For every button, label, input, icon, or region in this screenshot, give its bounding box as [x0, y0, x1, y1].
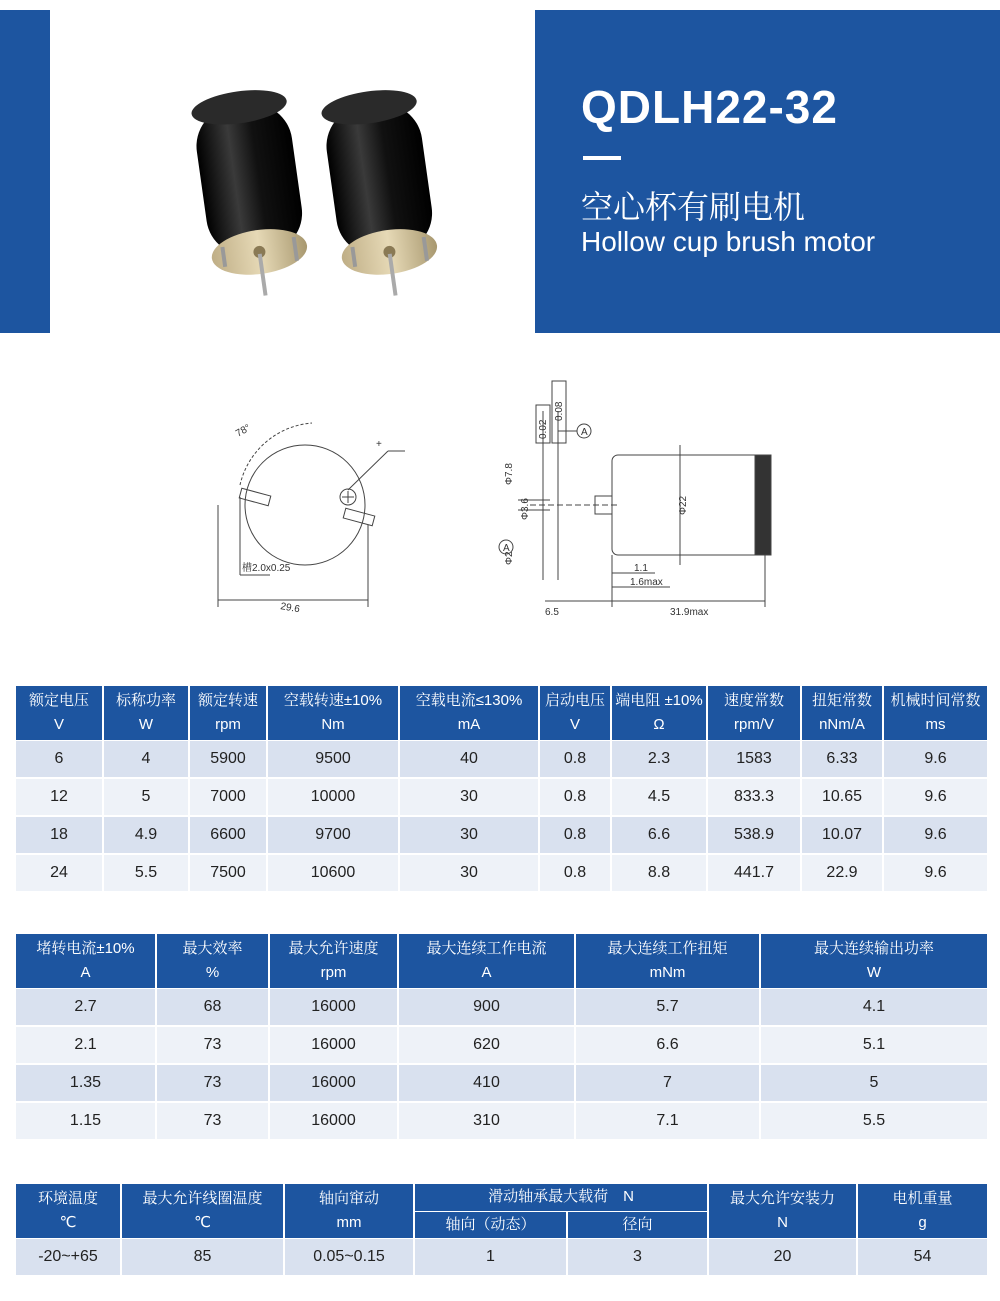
electrical-spec-table: [14, 685, 989, 893]
cell: 7000: [189, 778, 267, 816]
side-view: [499, 381, 771, 618]
cell: 0.8: [539, 816, 611, 854]
cell: 9.6: [883, 778, 988, 816]
table-row: [15, 989, 988, 1027]
cell: 10000: [267, 778, 399, 816]
cell: 16000: [269, 1064, 398, 1102]
side-tol1: 0.02: [538, 419, 549, 439]
cell: 5900: [189, 741, 267, 779]
side-boss-dia: Φ2: [504, 551, 515, 565]
cell: 16000: [269, 989, 398, 1027]
cell: 5.7: [575, 989, 760, 1027]
side-hub-dia: Φ7.8: [504, 463, 515, 485]
title-english: Hollow cup brush motor: [581, 226, 876, 257]
cell: 1: [414, 1239, 567, 1277]
cell: 4.9: [103, 816, 189, 854]
cell: 10600: [267, 854, 399, 892]
cell: 85: [121, 1239, 284, 1277]
motor-photo: [150, 60, 480, 300]
h-ambient-temp: 环境温度 ℃: [15, 1184, 121, 1239]
cell: 6.6: [611, 816, 707, 854]
cell: 73: [156, 1026, 269, 1064]
table-row: [15, 1026, 988, 1064]
h-motor-weight: 电机重量 g: [857, 1184, 988, 1239]
cell: 6: [15, 741, 103, 779]
cell: 73: [156, 1064, 269, 1102]
cell: 4: [103, 741, 189, 779]
side-tol2: 0.08: [554, 401, 565, 421]
cell: 16000: [269, 1026, 398, 1064]
cell: 22.9: [801, 854, 883, 892]
title-chinese: 空心杯有刷电机: [581, 188, 806, 226]
cell: 16000: [269, 1102, 398, 1140]
side-datum-2: A: [503, 543, 510, 554]
cell: 9700: [267, 816, 399, 854]
h-bearing-max-load: 滑动轴承最大载荷 N: [414, 1184, 708, 1212]
cell: -20~+65: [15, 1239, 121, 1277]
cell: 0.05~0.15: [284, 1239, 414, 1277]
title-banner: [535, 10, 1000, 333]
table-row: [15, 1102, 988, 1140]
left-accent-bar: [0, 10, 50, 333]
h-mech-time-constant: 机械时间常数 ms: [883, 686, 988, 741]
cell: 6.33: [801, 741, 883, 779]
cell: 5: [760, 1064, 988, 1102]
cell: 833.3: [707, 778, 801, 816]
side-datum-1: A: [581, 427, 588, 438]
h-max-cont-power: 最大连续输出功率 W: [760, 934, 988, 989]
front-mark-label: +: [376, 439, 382, 450]
h-torque-constant: 扭矩常数 nNm/A: [801, 686, 883, 741]
table-row: [15, 1064, 988, 1102]
front-width-label: 29.6: [279, 601, 301, 616]
h-max-speed: 最大允许速度 rpm: [269, 934, 398, 989]
cell: 0.8: [539, 778, 611, 816]
h-noload-current: 空载电流≤130% mA: [399, 686, 539, 741]
cell: 900: [398, 989, 575, 1027]
h-stall-current: 堵转电流±10% A: [15, 934, 156, 989]
h-speed-constant: 速度常数 rpm/V: [707, 686, 801, 741]
cell: 4.5: [611, 778, 707, 816]
cell: 5.5: [103, 854, 189, 892]
cell: 10.07: [801, 816, 883, 854]
cell: 40: [399, 741, 539, 779]
cell: 73: [156, 1102, 269, 1140]
cell: 24: [15, 854, 103, 892]
h-start-voltage: 启动电压 V: [539, 686, 611, 741]
cell: 310: [398, 1102, 575, 1140]
h-max-install-force: 最大允许安装力 N: [708, 1184, 857, 1239]
motor-right: [319, 85, 443, 300]
cell: 8.8: [611, 854, 707, 892]
table3-header-row: [15, 1184, 988, 1212]
title-divider: [583, 156, 621, 160]
cell: 620: [398, 1026, 575, 1064]
cell: 0.8: [539, 741, 611, 779]
h-max-coil-temp: 最大允许线圈温度 ℃: [121, 1184, 284, 1239]
cell: 410: [398, 1064, 575, 1102]
cell: 1.15: [15, 1102, 156, 1140]
cell: 20: [708, 1239, 857, 1277]
h-noload-speed: 空载转速±10% Nm: [267, 686, 399, 741]
table-row: [15, 741, 988, 779]
side-shaft-dia: Φ3.6: [520, 498, 531, 520]
cell: 538.9: [707, 816, 801, 854]
table-row: [15, 816, 988, 854]
cell: 6600: [189, 816, 267, 854]
cell: 9.6: [883, 854, 988, 892]
side-l2: 1.6max: [630, 577, 663, 588]
side-l1: 1.1: [634, 563, 648, 574]
table2-header-row: [15, 934, 988, 989]
cell: 1583: [707, 741, 801, 779]
cell: 5.5: [760, 1102, 988, 1140]
cell: 3: [567, 1239, 708, 1277]
table-row: [15, 854, 988, 892]
cell: 2.7: [15, 989, 156, 1027]
cell: 5.1: [760, 1026, 988, 1064]
cell: 9.6: [883, 741, 988, 779]
h-rated-speed: 额定转速 rpm: [189, 686, 267, 741]
cell: 441.7: [707, 854, 801, 892]
side-total-length: 31.9max: [670, 607, 709, 618]
h-axial-play: 轴向窜动 mm: [284, 1184, 414, 1239]
h-max-cont-current: 最大连续工作电流 A: [398, 934, 575, 989]
cell: 1.35: [15, 1064, 156, 1102]
cell: 7.1: [575, 1102, 760, 1140]
cell: 2.1: [15, 1026, 156, 1064]
cell: 6.6: [575, 1026, 760, 1064]
front-slot-label: 槽2.0x0.25: [242, 563, 291, 574]
model-number: QDLH22-32: [581, 81, 838, 133]
side-shaft-length: 6.5: [545, 607, 559, 618]
h-bearing-radial: 径向: [567, 1211, 708, 1239]
table-row: [15, 1239, 988, 1277]
cell: 0.8: [539, 854, 611, 892]
motor-left: [189, 85, 313, 300]
side-body-dia: Φ22: [678, 495, 689, 515]
front-angle-label: 78°: [234, 422, 253, 440]
cell: 5: [103, 778, 189, 816]
h-terminal-resistance: 端电阻 ±10% Ω: [611, 686, 707, 741]
h-rated-voltage: 额定电压 V: [15, 686, 103, 741]
cell: 18: [15, 816, 103, 854]
h-bearing-axial: 轴向（动态）: [414, 1211, 567, 1239]
cell: 30: [399, 778, 539, 816]
cell: 9500: [267, 741, 399, 779]
cell: 30: [399, 854, 539, 892]
h-max-efficiency: 最大效率 %: [156, 934, 269, 989]
table-row: [15, 778, 988, 816]
technical-drawing: [200, 375, 800, 635]
cell: 9.6: [883, 816, 988, 854]
h-max-cont-torque: 最大连续工作扭矩 mNm: [575, 934, 760, 989]
performance-spec-table: [14, 933, 989, 1141]
table1-header-row: [15, 686, 988, 741]
cell: 12: [15, 778, 103, 816]
cell: 54: [857, 1239, 988, 1277]
environment-spec-table: [14, 1183, 989, 1277]
cell: 4.1: [760, 989, 988, 1027]
h-nominal-power: 标称功率 W: [103, 686, 189, 741]
cell: 2.3: [611, 741, 707, 779]
front-view: [218, 423, 405, 616]
cell: 30: [399, 816, 539, 854]
cell: 7: [575, 1064, 760, 1102]
cell: 7500: [189, 854, 267, 892]
cell: 10.65: [801, 778, 883, 816]
cell: 68: [156, 989, 269, 1027]
